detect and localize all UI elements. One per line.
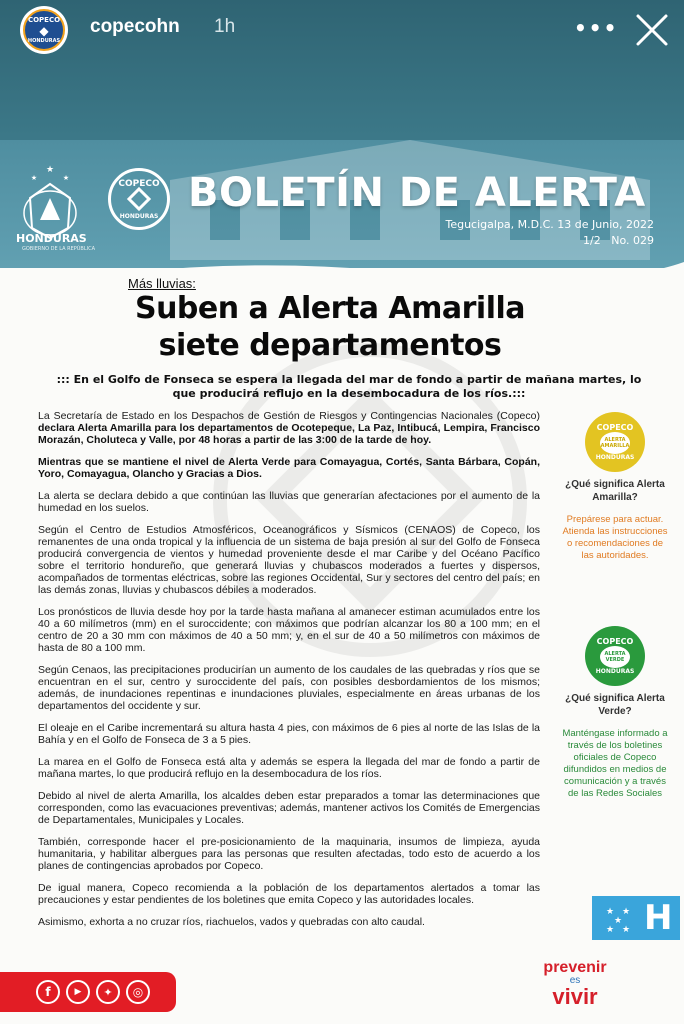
p1-declaration: declara Alerta Amarilla para los departamentos de Ocotepeque, La Paz, Intibucá, Lempira, Francisco Morazán, Choluteca y Valle, por 48 horas a partir de las 3:00 de la tarde de hoy. xyxy=(38,422,540,446)
honduras-label: HONDURAS xyxy=(16,232,87,245)
headline-line-1: Suben a Alerta Amarilla xyxy=(134,291,526,326)
bulletin-title: BOLETÍN DE ALERTA xyxy=(188,170,646,216)
paragraph-4: Según el Centro de Estudios Atmosféricos, Oceanográficos y Sísmicos (CENAOS) de Copeco, los remanentes de una onda tropical y la influencia de un sistema de baja presión al sur del Golfo de Fonseca producirá convergencia de vientos y humedad proveniente desde el mar Caribe y del Océano Pacífico sobre el territorio hondureño, que generará lluvias y chubascos moderados a fuertes y dispersos, acompañados de tormentas eléctricas, sobre las regiones Occidental, Sur y sectores del centro del país; en las demás zonas, lluvias y chubascos débiles a moderados. xyxy=(38,524,540,596)
green-answer: Manténgase informado a través de los boletines oficiales de Copeco difundidos en medios de comunicación y a través de las Redes Sociales xyxy=(562,728,668,799)
svg-text:★: ★ xyxy=(45,165,55,175)
article-headline xyxy=(60,290,600,364)
social-media-bar xyxy=(0,972,176,1012)
story-username[interactable]: copecohn xyxy=(90,16,180,37)
flag-letter: H xyxy=(644,898,673,938)
paragraph-5: Los pronósticos de lluvia desde hoy por la tarde hasta mañana al amanecer estiman acumulados entre los 40 a 60 milímetros (mm) en el suroccidente; con máximos que podrían alcanzar los 80 a 100 mm; en el centro de 20 a 30 mm con máximos de 40 a 50 mm; y, en el sur de 40 a 50 milímetros con máximos de hasta de 80 a 100 mm. xyxy=(38,606,540,654)
logo-text-top: COPECO xyxy=(118,179,160,189)
youtube-icon[interactable]: ▶ xyxy=(66,980,90,1004)
green-badge-inner: ALERTA VERDE xyxy=(600,646,630,668)
article-kicker: Más lluvias: xyxy=(128,276,196,291)
avatar-text-bottom: HONDURAS xyxy=(27,38,61,44)
article-subhead: ::: En el Golfo de Fonseca se espera la llegada del mar de fondo a partir de mañana martes, lo que producirá reflujo en la desembocadura de los ríos.::: xyxy=(56,373,642,400)
article-body xyxy=(38,410,540,938)
svg-text:★: ★ xyxy=(606,925,615,935)
facebook-icon[interactable]: f xyxy=(36,980,60,1004)
prevenir-es-vivir-logo xyxy=(530,960,620,1008)
svg-text:★: ★ xyxy=(614,916,623,926)
svg-text:★: ★ xyxy=(62,174,70,182)
paragraph-1 xyxy=(38,410,540,446)
paragraph-9: Debido al nivel de alerta Amarilla, los alcaldes deben estar preparados a tomar las determinaciones que corresponden, como las evacuaciones preventivas; además, mantener activos los Comités de Emergencias de Departamentales, Municipales y Locales. xyxy=(38,790,540,826)
twitter-icon[interactable]: ✦ xyxy=(96,980,120,1004)
yellow-badge-top: COPECO xyxy=(596,423,634,432)
prevenir-text: prevenir xyxy=(543,959,607,976)
es-text: es xyxy=(569,975,581,986)
green-badge-top: COPECO xyxy=(596,637,634,646)
yellow-badge-inner: ALERTA AMARILLA xyxy=(600,432,630,454)
green-alert-badge xyxy=(585,626,645,686)
p2-green-alert: Mientras que se mantiene el nivel de Alerta Verde para Comayagua, Cortés, Santa Bárbara, Copán, Yoro, Comayagua, Olancho y Gracias a Dios. xyxy=(38,456,540,480)
paragraph-8: La marea en el Golfo de Fonseca está alta y además se espera la llegada del mar de fondo a partir de mañana martes, lo que producirá reflujo en la desembocadura de los ríos. xyxy=(38,756,540,780)
paragraph-12: Asimismo, exhorta a no cruzar ríos, riachuelos, vados y quebradas con alto caudal. xyxy=(38,916,425,928)
paragraph-3: La alerta se declara debido a que continúan las lluvias que generarían afectaciones por el aumento de la humedad en los suelos. xyxy=(38,490,540,514)
yellow-badge-bottom: HONDURAS xyxy=(595,454,635,461)
paragraph-11: De igual manera, Copeco recomienda a la población de los departamentos alertados a tomar las precauciones y estar pendientes de los boletines que emita Copeco y las autoridades locales. xyxy=(38,882,540,906)
story-time: 1h xyxy=(214,16,236,37)
green-alert-info xyxy=(560,626,670,800)
more-options-icon[interactable]: ••• xyxy=(574,16,619,40)
bulletin-no: No. 029 xyxy=(611,234,654,247)
logo-text-bottom: HONDURAS xyxy=(119,213,159,220)
instagram-icon[interactable]: ◎ xyxy=(126,980,150,1004)
green-question: ¿Qué significa Alerta Verde? xyxy=(565,693,665,717)
close-icon[interactable] xyxy=(632,10,672,50)
bulletin-number xyxy=(583,234,654,247)
bulletin-dateline: Tegucigalpa, M.D.C. 13 de Junio, 2022 xyxy=(445,218,654,231)
paragraph-7: El oleaje en el Caribe incrementará su altura hasta 4 pies, con máximos de 6 pies al norte de las Islas de la Bahía y en el Golfo de Fonseca de 3 a 5 pies. xyxy=(38,722,540,746)
honduras-flag-icon xyxy=(592,896,680,940)
svg-text:★: ★ xyxy=(622,907,631,917)
svg-text:★: ★ xyxy=(622,925,631,935)
yellow-alert-badge xyxy=(585,412,645,472)
svg-text:★: ★ xyxy=(30,174,38,182)
yellow-answer: Prepárese para actuar. Atienda las instrucciones o recomendaciones de las autoridades. xyxy=(562,514,668,561)
profile-avatar[interactable] xyxy=(20,6,68,54)
green-badge-bottom: HONDURAS xyxy=(595,668,635,675)
headline-line-2: siete departamentos xyxy=(158,328,502,363)
copeco-logo xyxy=(108,168,170,230)
yellow-question: ¿Qué significa Alerta Amarilla? xyxy=(565,479,665,503)
p1-intro: La Secretaría de Estado en los Despachos de Gestión de Riesgos y Contingencias Nacionales (Copeco) xyxy=(38,410,540,422)
vivir-text: vivir xyxy=(552,984,598,1009)
avatar-text-top: COPECO xyxy=(27,16,61,24)
copeco-avatar-logo xyxy=(23,9,65,51)
yellow-alert-info xyxy=(560,412,670,562)
svg-text:★: ★ xyxy=(606,907,615,917)
page-indicator: 1/2 xyxy=(583,234,601,247)
paragraph-2 xyxy=(38,456,540,480)
paragraph-10: También, corresponde hacer el pre-posicionamiento de la maquinaria, insumos de limpieza, ayuda humanitaria, y habilitar albergues para las personas que resulten afectadas, todo esto de acuerdo a los planes de contingencias aprobados por Copeco. xyxy=(38,836,540,872)
paragraph-6: Según Cenaos, las precipitaciones producirían un aumento de los caudales de las quebradas y ríos que se encuentran en el sur, centro y suroccidente del país, con posibles desbordamientos de los mismos; además, de inundaciones repentinas e inundaciones pluviales, especialmente en áreas urbanas de los departamentos del occidente y sur. xyxy=(38,664,540,712)
honduras-sublabel: GOBIERNO DE LA REPÚBLICA xyxy=(22,246,96,252)
diamond-icon: ◆ xyxy=(39,24,49,38)
